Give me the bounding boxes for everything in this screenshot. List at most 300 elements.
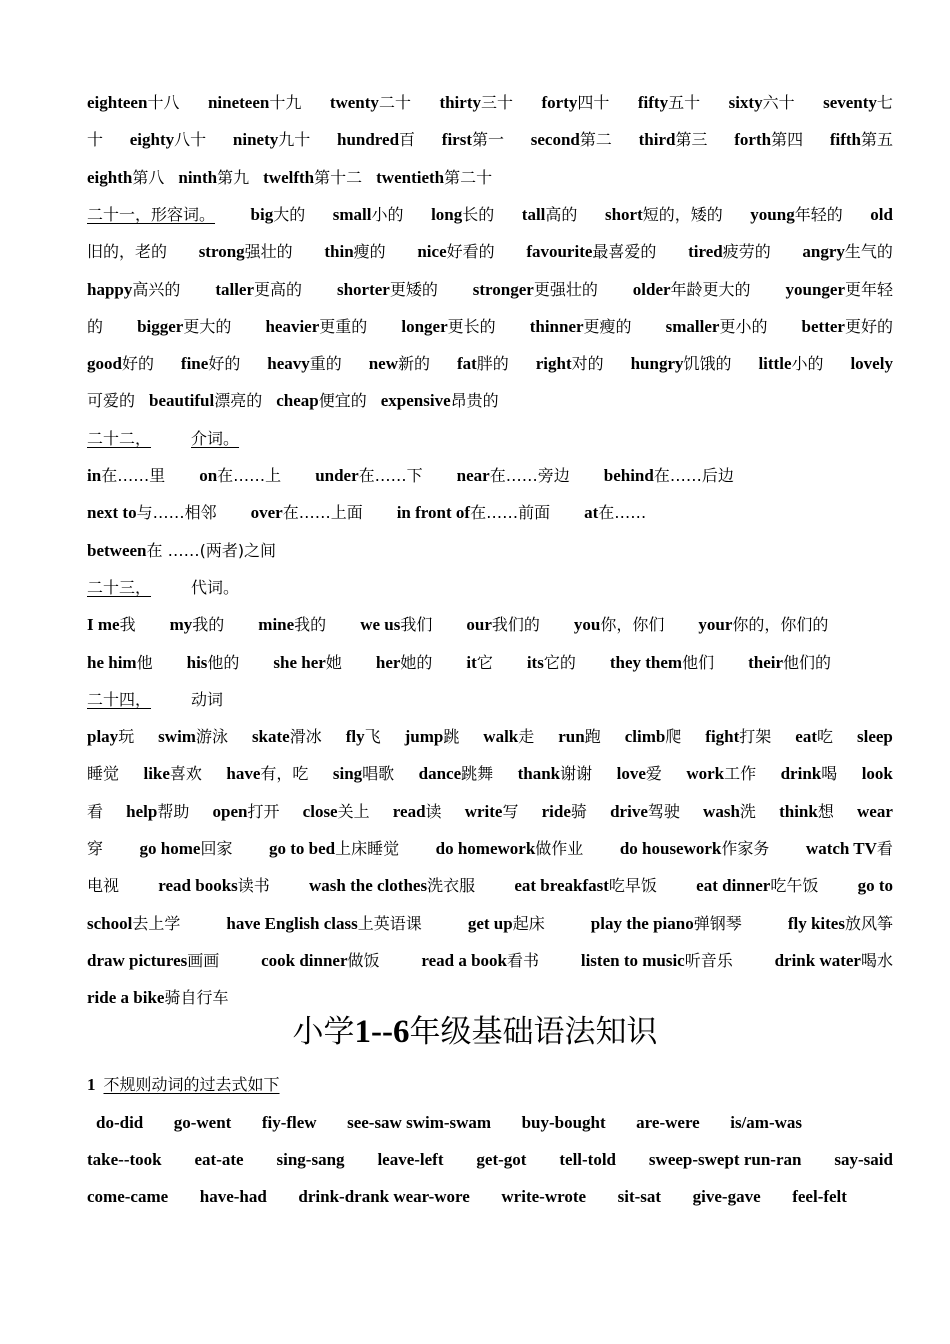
vocab-meaning: 在 ……(两者)之间 xyxy=(146,541,277,560)
vocab-entry xyxy=(87,905,180,942)
vocab-word: his xyxy=(186,653,208,672)
irregular-verb-pair: sit-sat xyxy=(617,1187,662,1206)
vocab-meaning: 做饭 xyxy=(347,951,380,970)
vocab-entry xyxy=(137,308,231,345)
vocab-meaning: 百 xyxy=(399,130,416,149)
vocab-word: smaller xyxy=(665,317,720,336)
vocab-word: sing xyxy=(332,764,363,783)
vocab-meaning: 好的 xyxy=(208,354,241,373)
vocab-entry xyxy=(226,905,421,942)
section-heading xyxy=(87,681,893,718)
irregular-verb-pair: do-did xyxy=(96,1113,144,1132)
vocab-word: write xyxy=(464,802,503,821)
vocab-entry xyxy=(785,271,893,308)
vocab-entry xyxy=(360,606,432,643)
vocab-meaning: 读 xyxy=(425,802,442,821)
irregular-verb-pair: tell-told xyxy=(559,1150,617,1169)
irregular-verb-pair: feel-felt xyxy=(792,1187,847,1206)
vocab-meaning: 关上 xyxy=(337,802,370,821)
heading-underline-gap xyxy=(151,569,191,606)
vocab-entry xyxy=(638,84,700,121)
vocab-entry xyxy=(705,718,771,755)
vocab-entry xyxy=(149,382,262,419)
vocab-entry xyxy=(870,196,893,233)
vocab-entry xyxy=(226,755,308,792)
vocab-line xyxy=(87,196,893,233)
vocab-entry xyxy=(208,84,301,121)
vocab-line xyxy=(87,121,893,158)
vocab-word: jump xyxy=(404,727,444,746)
vocab-word: listen to music xyxy=(580,951,685,970)
vocab-entry xyxy=(333,196,404,233)
vocab-meaning: 更瘦的 xyxy=(583,317,632,336)
vocab-word: beautiful xyxy=(149,391,215,410)
vocab-meaning: 年龄更大的 xyxy=(670,280,751,299)
vocab-meaning: 在……上 xyxy=(217,466,282,485)
vocab-word: fight xyxy=(705,727,740,746)
vocab-word: climb xyxy=(624,727,666,746)
vocab-meaning: 看 xyxy=(876,839,893,858)
irregular-verb-pair: is/am-was xyxy=(730,1113,802,1132)
vocab-meaning: 新的 xyxy=(398,354,431,373)
vocab-meaning: 与……相邻 xyxy=(136,503,217,522)
vocab-word: read xyxy=(392,802,426,821)
vocab-entry xyxy=(315,457,422,494)
vocab-word: it xyxy=(466,653,477,672)
grammar-heading xyxy=(87,1066,893,1103)
vocab-entry xyxy=(698,606,828,643)
vocab-entry xyxy=(417,233,494,270)
vocab-word: I me xyxy=(87,615,120,634)
vocab-line xyxy=(87,271,893,308)
vocab-meaning: 他 xyxy=(136,653,153,672)
vocab-meaning: 想 xyxy=(817,802,834,821)
vocab-line xyxy=(87,382,893,419)
vocab-meaning: 骑 xyxy=(570,802,587,821)
vocab-meaning: 爬 xyxy=(665,727,682,746)
vocab-word: stronger xyxy=(472,280,534,299)
title-suffix: 年级基础语法知识 xyxy=(409,1014,658,1050)
section-heading-number: 二十二， xyxy=(87,429,152,448)
vocab-meaning: 四十 xyxy=(577,93,610,112)
vocab-entry xyxy=(781,755,838,792)
irregular-verb-pair: leave-left xyxy=(377,1150,444,1169)
vocab-entry xyxy=(397,494,550,531)
vocab-line xyxy=(87,718,893,755)
vocab-word: hungry xyxy=(630,354,684,373)
vocab-word: fine xyxy=(180,354,209,373)
vocab-meaning: 我 xyxy=(119,615,136,634)
vocab-entry xyxy=(473,271,598,308)
vocab-entry xyxy=(143,755,201,792)
vocab-entry xyxy=(527,644,576,681)
vocab-meaning: 上英语课 xyxy=(357,914,422,933)
vocab-word: forth xyxy=(734,130,772,149)
vocab-meaning: 漂亮的 xyxy=(214,391,263,410)
vocab-meaning: 小的 xyxy=(791,354,824,373)
vocab-word: thinner xyxy=(529,317,584,336)
vocab-meaning: 便宜的 xyxy=(318,391,367,410)
vocab-word: she her xyxy=(273,653,326,672)
vocab-entry xyxy=(158,718,228,755)
vocab-meaning: 工作 xyxy=(724,764,757,783)
vocab-word: first xyxy=(441,130,473,149)
vocab-entry xyxy=(541,84,609,121)
vocab-entry xyxy=(734,121,803,158)
vocab-entry xyxy=(625,718,682,755)
vocab-word: love xyxy=(616,764,646,783)
vocab-meaning: 重的 xyxy=(309,354,342,373)
vocab-meaning: 第八 xyxy=(132,168,165,187)
vocab-word: fat xyxy=(456,354,477,373)
vocab-entry xyxy=(261,942,379,979)
vocab-entry xyxy=(369,345,430,382)
vocab-word: hundred xyxy=(336,130,400,149)
vocab-meaning: 爱 xyxy=(645,764,662,783)
vocab-meaning: 弹钢琴 xyxy=(693,914,742,933)
vocab-entry xyxy=(140,830,233,867)
vocab-entry xyxy=(536,345,604,382)
vocab-word: ride xyxy=(541,802,571,821)
vocab-word: strong xyxy=(198,242,245,261)
vocab-entry xyxy=(862,755,893,792)
vocab-line xyxy=(87,457,893,494)
vocab-entry xyxy=(696,867,818,904)
vocab-meaning: 打架 xyxy=(739,727,772,746)
vocab-entry xyxy=(442,121,504,158)
vocab-meaning: 在……里 xyxy=(101,466,166,485)
vocab-entry xyxy=(483,718,534,755)
vocab-meaning: 高兴的 xyxy=(132,280,181,299)
section-heading-text: 二十一，形容词。 xyxy=(87,205,216,224)
vocab-entry xyxy=(457,457,570,494)
vocab-entry xyxy=(466,606,540,643)
vocab-meaning: 十八 xyxy=(147,93,180,112)
vocab-meaning: 做作业 xyxy=(535,839,584,858)
vocab-entry xyxy=(251,196,306,233)
vocab-entry xyxy=(276,382,367,419)
vocab-entry xyxy=(393,793,442,830)
vocab-word: at xyxy=(584,503,599,522)
vocab-word: short xyxy=(604,205,643,224)
vocab-word: lovely xyxy=(850,354,893,373)
vocab-word: twelfth xyxy=(263,168,315,187)
vocab-word: bigger xyxy=(137,317,184,336)
vocab-entry xyxy=(850,345,893,382)
vocab-meaning: 可爱的 xyxy=(87,391,136,410)
vocab-meaning: 更强壮的 xyxy=(533,280,598,299)
vocab-word: eighteen xyxy=(87,93,148,112)
vocab-word: thin xyxy=(324,242,354,261)
vocab-meaning: 更重的 xyxy=(319,317,368,336)
vocab-meaning: 更长的 xyxy=(447,317,496,336)
vocab-word: second xyxy=(530,130,580,149)
vocab-meaning: 喜欢 xyxy=(169,764,202,783)
vocab-entry xyxy=(199,233,293,270)
vocab-word: twenty xyxy=(329,93,379,112)
vocab-entry xyxy=(252,718,322,755)
vocab-word: third xyxy=(638,130,676,149)
vocab-entry xyxy=(639,121,708,158)
vocab-entry xyxy=(170,606,225,643)
section-heading-number: 二十四， xyxy=(87,690,152,709)
section-heading xyxy=(87,420,893,457)
vocab-entry xyxy=(514,867,657,904)
vocab-meaning: 走 xyxy=(518,727,535,746)
vocab-meaning: 游泳 xyxy=(195,727,228,746)
vocab-word: ride a bike xyxy=(87,988,165,1007)
vocab-word: older xyxy=(632,280,671,299)
vocab-word: do housework xyxy=(619,839,722,858)
vocab-meaning: 第四 xyxy=(771,130,804,149)
section-heading-label: 介词。 xyxy=(191,429,240,448)
vocab-entry xyxy=(806,830,893,867)
vocab-entry xyxy=(87,830,103,867)
irregular-verb-pair: come-came xyxy=(87,1187,169,1206)
vocab-entry xyxy=(436,830,584,867)
vocab-meaning: 在……下 xyxy=(358,466,423,485)
vocab-meaning: 它 xyxy=(476,653,493,672)
vocab-entry xyxy=(199,457,281,494)
vocab-entry xyxy=(87,308,103,345)
vocab-entry xyxy=(857,718,893,755)
vocab-entry xyxy=(87,159,164,196)
vocab-entry xyxy=(273,644,341,681)
vocab-word: twentieth xyxy=(376,168,445,187)
vocab-word: dance xyxy=(418,764,462,783)
vocab-meaning: 好看的 xyxy=(446,242,495,261)
vocab-word: seventy xyxy=(823,93,877,112)
vocab-word: drive xyxy=(610,802,648,821)
vocab-entry xyxy=(269,830,399,867)
vocab-word: ninety xyxy=(232,130,279,149)
vocab-word: skate xyxy=(251,727,290,746)
vocab-entry xyxy=(258,606,326,643)
vocab-meaning: 作家务 xyxy=(721,839,770,858)
vocab-word: in xyxy=(87,466,102,485)
vocab-word: we us xyxy=(360,615,401,634)
vocab-word: longer xyxy=(401,317,448,336)
irregular-verb-pair: get-got xyxy=(476,1150,527,1169)
vocab-entry xyxy=(263,159,362,196)
vocab-meaning: 洗 xyxy=(739,802,756,821)
vocab-word: their xyxy=(748,653,784,672)
vocab-meaning: 他们 xyxy=(682,653,715,672)
vocab-word: eat xyxy=(795,727,817,746)
vocab-entry xyxy=(130,121,206,158)
vocab-word: expensive xyxy=(380,391,451,410)
irregular-verb-pair: write-wrote xyxy=(501,1187,587,1206)
vocab-line xyxy=(87,793,893,830)
vocab-meaning: 打开 xyxy=(247,802,280,821)
vocab-word: over xyxy=(250,503,283,522)
irregular-verb-pair: sweep-swept run-ran xyxy=(648,1150,802,1169)
vocab-word: work xyxy=(686,764,725,783)
vocab-meaning: 唱歌 xyxy=(362,764,395,783)
vocab-meaning: 更好的 xyxy=(844,317,893,336)
vocab-entry xyxy=(87,457,165,494)
vocab-word: wear xyxy=(857,802,893,821)
section-heading-label: 代词。 xyxy=(191,578,240,597)
vocab-meaning: 跑 xyxy=(584,727,601,746)
vocab-meaning: 年轻的 xyxy=(794,205,843,224)
vocab-word: wash xyxy=(703,802,740,821)
vocab-entry xyxy=(87,271,180,308)
vocab-word: long xyxy=(431,205,463,224)
vocab-entry xyxy=(178,159,249,196)
vocab-word: new xyxy=(368,354,398,373)
vocab-meaning: 我的 xyxy=(192,615,225,634)
vocab-meaning: 十九 xyxy=(269,93,302,112)
vocab-meaning: 帮助 xyxy=(157,802,190,821)
vocab-meaning: 它的 xyxy=(543,653,576,672)
vocab-meaning: 在……前面 xyxy=(470,503,551,522)
vocab-word: play the piano xyxy=(590,914,694,933)
vocab-word: think xyxy=(779,802,818,821)
vocab-meaning: 你的，你们的 xyxy=(732,615,829,634)
vocab-word: play xyxy=(87,727,119,746)
vocab-word: fly xyxy=(345,727,365,746)
vocab-meaning: 旧的，老的 xyxy=(87,242,168,261)
vocab-entry xyxy=(233,121,310,158)
vocab-word: he him xyxy=(87,653,137,672)
section-heading-label: 动词 xyxy=(191,690,224,709)
vocab-entry xyxy=(522,196,578,233)
vocab-entry xyxy=(688,233,771,270)
vocab-line xyxy=(87,942,893,979)
vocab-meaning: 我们的 xyxy=(491,615,540,634)
irregular-verb-pair: say-said xyxy=(834,1150,893,1169)
vocab-word: between xyxy=(87,541,147,560)
vocab-word: forty xyxy=(541,93,578,112)
vocab-word: read books xyxy=(158,876,238,895)
vocab-meaning: 喝水 xyxy=(860,951,893,970)
vocab-entry xyxy=(748,644,831,681)
vocab-entry xyxy=(530,308,632,345)
vocab-entry xyxy=(465,793,519,830)
heading-underline-gap xyxy=(151,420,191,457)
vocab-word: your xyxy=(698,615,733,634)
vocab-meaning: 饥饿的 xyxy=(683,354,732,373)
vocab-word: look xyxy=(861,764,893,783)
vocab-entry xyxy=(337,271,438,308)
vocab-entry xyxy=(518,755,593,792)
vocab-word: help xyxy=(126,802,158,821)
vocab-meaning: 好的 xyxy=(121,354,154,373)
vocab-entry xyxy=(610,644,714,681)
vocab-meaning: 第二 xyxy=(579,130,612,149)
vocab-word: do homework xyxy=(435,839,536,858)
vocab-entry xyxy=(431,196,494,233)
irregular-verb-pair: sing-sang xyxy=(276,1150,345,1169)
vocab-word: go to xyxy=(857,876,893,895)
vocab-meaning: 疲劳的 xyxy=(722,242,771,261)
vocab-entry xyxy=(87,84,179,121)
vocab-meaning: 她 xyxy=(325,653,342,672)
irregular-verb-pair: go-went xyxy=(173,1113,232,1132)
vocab-meaning: 睡觉 xyxy=(87,764,120,783)
vocab-entry xyxy=(330,84,411,121)
vocab-entry xyxy=(376,644,433,681)
vocab-entry xyxy=(666,308,768,345)
vocab-word: angry xyxy=(802,242,845,261)
vocab-meaning: 更大的 xyxy=(183,317,232,336)
vocab-entry xyxy=(584,494,646,531)
vocab-meaning: 电视 xyxy=(87,876,120,895)
vocab-meaning: 昂贵的 xyxy=(450,391,499,410)
vocab-word: you xyxy=(573,615,601,634)
vocab-entry xyxy=(419,755,494,792)
grammar-heading-text: 不规则动词的过去式如下 xyxy=(103,1075,280,1094)
vocab-word: eat breakfast xyxy=(514,876,609,895)
vocab-word: on xyxy=(199,466,218,485)
vocab-entry xyxy=(581,942,733,979)
vocab-meaning: 看书 xyxy=(507,951,540,970)
vocab-entry xyxy=(788,905,893,942)
vocab-meaning: 第三 xyxy=(675,130,708,149)
vocab-word: drink water xyxy=(774,951,861,970)
vocab-word: tall xyxy=(521,205,546,224)
page-title xyxy=(0,1008,950,1054)
vocab-entry xyxy=(87,718,134,755)
vocab-word: near xyxy=(456,466,490,485)
vocab-meaning: 长的 xyxy=(462,205,495,224)
irregular-verb-pair: buy-bought xyxy=(521,1113,606,1132)
vocab-line xyxy=(87,644,893,681)
irregular-verb-pair: take--took xyxy=(87,1150,162,1169)
vocab-meaning: 起床 xyxy=(512,914,545,933)
vocab-meaning: 放风筝 xyxy=(844,914,893,933)
vocab-word: go home xyxy=(139,839,201,858)
vocab-entry xyxy=(181,345,240,382)
vocab-meaning: 最喜爱的 xyxy=(592,242,657,261)
vocab-entry xyxy=(802,233,893,270)
vocab-meaning: 吃午饭 xyxy=(770,876,819,895)
vocab-word: nineteen xyxy=(207,93,270,112)
irregular-verb-pair: eat-ate xyxy=(194,1150,244,1169)
vocab-meaning: 对的 xyxy=(571,354,604,373)
irregular-verb-pair: see-saw swim-swam xyxy=(347,1113,492,1132)
section-heading-text xyxy=(87,429,191,448)
vocab-word: young xyxy=(750,205,795,224)
vocab-entry xyxy=(346,718,381,755)
vocab-word: big xyxy=(250,205,274,224)
vocab-entry xyxy=(324,233,385,270)
vocab-word: eat dinner xyxy=(696,876,771,895)
vocab-word: her xyxy=(375,653,401,672)
vocab-meaning: 吃早饭 xyxy=(608,876,657,895)
vocab-meaning: 在……后边 xyxy=(653,466,734,485)
vocab-entry xyxy=(802,308,893,345)
vocab-meaning: 上床睡觉 xyxy=(335,839,400,858)
vocab-meaning: 读书 xyxy=(237,876,270,895)
vocab-word: little xyxy=(758,354,792,373)
vocab-entry xyxy=(87,755,119,792)
vocab-word: close xyxy=(302,802,338,821)
vocab-word: younger xyxy=(785,280,845,299)
vocab-word: small xyxy=(332,205,372,224)
grammar-number: 1 xyxy=(87,1075,96,1094)
vocab-meaning: 八十 xyxy=(174,130,207,149)
vocab-word: read a book xyxy=(421,951,508,970)
vocab-entry xyxy=(605,196,723,233)
vocab-meaning: 有，吃 xyxy=(260,764,309,783)
vocab-word: like xyxy=(143,764,170,783)
vocab-entry xyxy=(303,793,370,830)
vocab-meaning: 十 xyxy=(87,130,104,149)
vocab-line xyxy=(87,84,893,121)
vocab-entry xyxy=(775,942,893,979)
